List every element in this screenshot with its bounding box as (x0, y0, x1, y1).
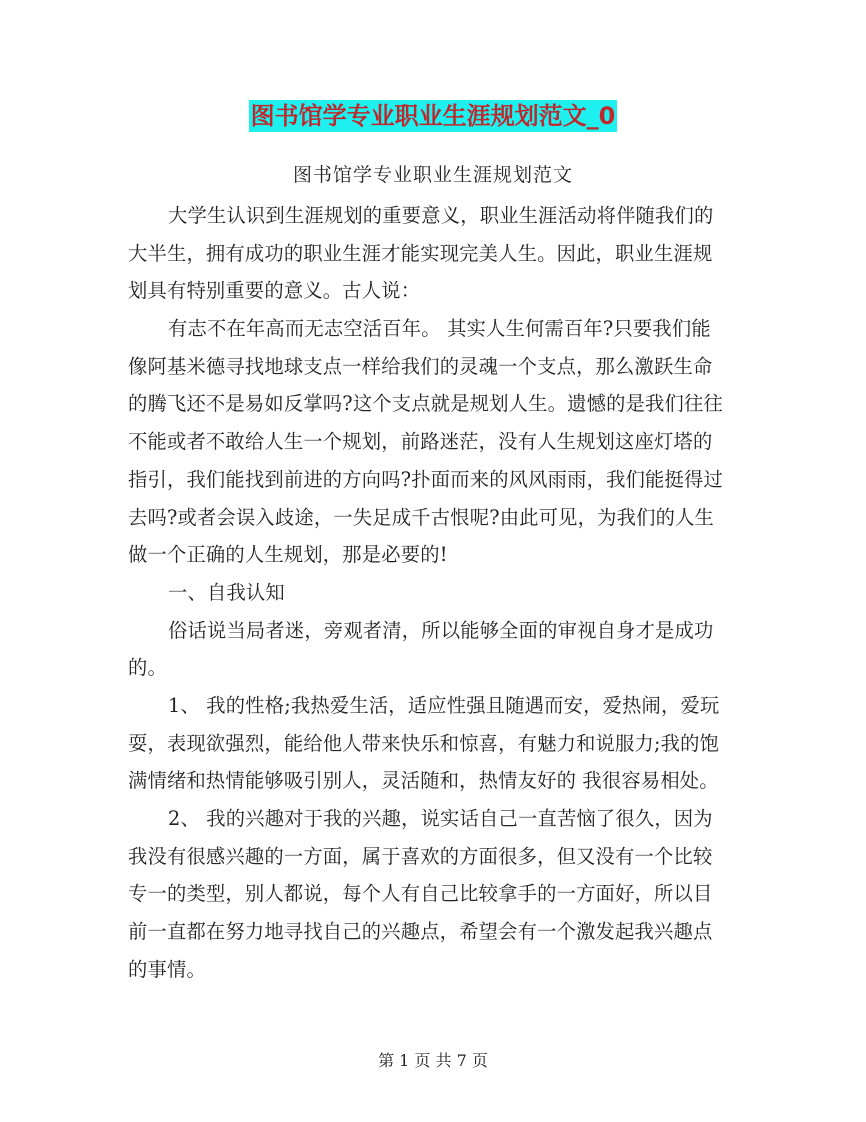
text-line: 的事情。 (128, 957, 206, 981)
text-line: 像阿基米德寻找地球支点一样给我们的灵魂一个支点，那么激跃生命 (128, 354, 713, 378)
document-subtitle: 图书馆学专业职业生涯规划范文 (292, 164, 573, 186)
document-title-text: 图书馆学专业职业生涯规划范文_0 (250, 102, 616, 130)
text-line: 2、 我的兴趣对于我的兴趣，说实话自己一直苦恼了很久，因为 (168, 807, 713, 830)
text-line: 一、自我认知 (168, 580, 285, 604)
text-line: 我没有很感兴趣的一方面，属于喜欢的方面很多，但又没有一个比较 (128, 844, 713, 868)
document-title (0, 100, 866, 132)
text-line: 大学生认识到生涯规划的重要意义，职业生涯活动将伴随我们的 (168, 204, 714, 227)
text-line: 俗话说当局者迷，旁观者清，所以能够全面的审视自身才是成功 (168, 618, 714, 642)
text-line: 的。 (128, 656, 167, 680)
text-line: 耍，表现欲强烈，能给他人带来快乐和惊喜，有魅力和说服力;我的饱 (128, 731, 720, 755)
text-line: 的腾飞还不是易如反掌吗?这个支点就是规划人生。遗憾的是我们往往 (128, 392, 723, 416)
text-line: 前一直都在努力地寻找自己的兴趣点，希望会有一个激发起我兴趣点 (128, 920, 713, 944)
text-line: 去吗?或者会误入歧途，一失足成千古恨呢?由此可见，为我们的人生 (128, 505, 715, 529)
text-line: 划具有特别重要的意义。古人说： (128, 279, 421, 303)
text-line: 满情绪和热情能够吸引别人，灵活随和，热情友好的 我很容易相处。 (128, 769, 719, 793)
text-line: 大半生，拥有成功的职业生涯才能实现完美人生。因此，职业生涯规 (128, 241, 713, 265)
text-line: 1、 我的性格;我热爱生活，适应性强且随遇而安，爱热闹，爱玩 (168, 693, 720, 717)
document-body (128, 197, 738, 988)
page-footer: 第 1 页 共 7 页 (378, 1051, 488, 1070)
text-line: 指引，我们能找到前进的方向吗?扑面而来的风风雨雨，我们能挺得过 (128, 467, 723, 491)
text-line: 有志不在年高而无志空活百年。 其实人生何需百年?只要我们能 (168, 317, 711, 341)
text-line: 做一个正确的人生规划，那是必要的! (128, 543, 448, 567)
text-line: 专一的类型，别人都说，每个人有自己比较拿手的一方面好，所以目 (128, 882, 713, 906)
text-line: 不能或者不敢给人生一个规划，前路迷茫，没有人生规划这座灯塔的 (128, 430, 713, 454)
